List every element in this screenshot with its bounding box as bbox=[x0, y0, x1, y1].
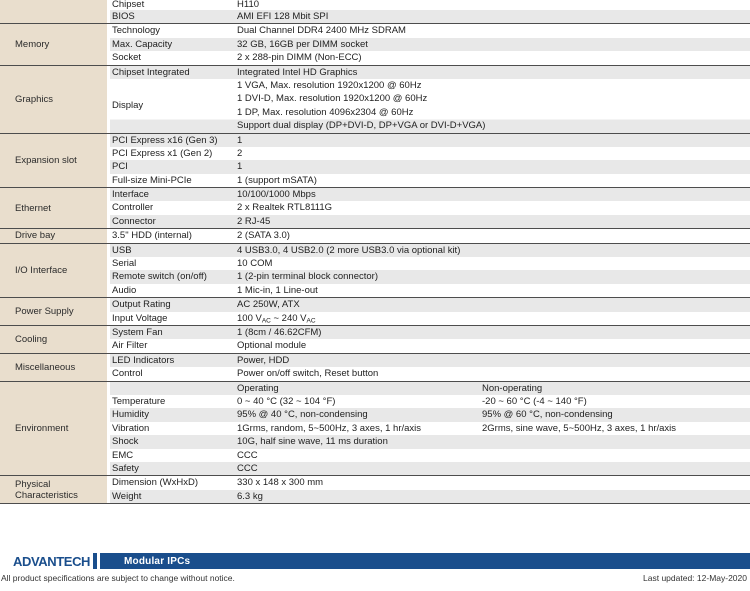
spec-label: Air Filter bbox=[112, 340, 148, 352]
spec-label: PCI Express x16 (Gen 3) bbox=[112, 134, 218, 146]
category-label: Cooling bbox=[15, 333, 48, 345]
spec-section bbox=[0, 23, 750, 64]
spec-value: 6.3 kg bbox=[237, 490, 263, 502]
advantech-logo-text: ADVANTECH bbox=[13, 553, 91, 569]
spec-label: PCI bbox=[112, 161, 128, 173]
spec-value-secondary bbox=[482, 462, 750, 475]
spec-rows bbox=[110, 298, 750, 325]
category-cell bbox=[0, 476, 110, 503]
spec-label: Technology bbox=[112, 25, 161, 37]
spec-value: Dual Channel DDR4 2400 MHz SDRAM bbox=[237, 25, 406, 37]
spec-rows bbox=[110, 382, 750, 476]
category-cell bbox=[0, 229, 110, 242]
spec-section bbox=[0, 243, 750, 298]
spec-label: Chipset Integrated bbox=[112, 66, 190, 78]
spec-value: AMI EFI 128 Mbit SPI bbox=[237, 11, 329, 22]
spec-value: 10 COM bbox=[237, 258, 273, 270]
advantech-logo bbox=[0, 553, 93, 569]
spec-row bbox=[110, 408, 750, 421]
spec-value-secondary bbox=[482, 449, 750, 462]
spec-label: Weight bbox=[112, 490, 142, 502]
spec-value-subscript: AC bbox=[306, 317, 316, 325]
spec-label: Chipset bbox=[112, 0, 145, 10]
spec-row bbox=[110, 134, 750, 147]
spec-value: Integrated Intel HD Graphics bbox=[237, 66, 358, 78]
footer bbox=[0, 553, 750, 583]
spec-value: Power, HDD bbox=[237, 354, 290, 366]
spec-row bbox=[110, 449, 750, 462]
spec-value-secondary: 2Grms, sine wave, 5~500Hz, 3 axes, 1 hr/axis bbox=[482, 422, 677, 434]
spec-label: Safety bbox=[112, 462, 139, 474]
category-label: Physical Characteristics bbox=[15, 478, 78, 501]
footer-category-label: Modular IPCs bbox=[124, 555, 191, 567]
spec-row bbox=[110, 326, 750, 339]
spec-value: 10/100/1000 Mbps bbox=[237, 189, 316, 201]
spec-label: Temperature bbox=[112, 395, 166, 407]
spec-row bbox=[110, 244, 750, 257]
spec-row bbox=[110, 66, 750, 79]
spec-row bbox=[110, 367, 750, 380]
spec-section bbox=[0, 381, 750, 476]
spec-label: Humidity bbox=[112, 409, 149, 421]
spec-label: Output Rating bbox=[112, 299, 171, 311]
spec-label: Full-size Mini-PCIe bbox=[112, 174, 192, 186]
spec-section bbox=[0, 187, 750, 228]
spec-row bbox=[110, 51, 750, 64]
spec-row bbox=[110, 215, 750, 228]
category-cell bbox=[0, 326, 110, 353]
footer-notes bbox=[0, 573, 750, 583]
spec-row bbox=[110, 160, 750, 173]
spec-value: 2 x 288-pin DIMM (Non-ECC) bbox=[237, 52, 362, 64]
spec-label: Connector bbox=[112, 215, 156, 227]
spec-row bbox=[110, 24, 750, 37]
spec-row bbox=[110, 435, 750, 448]
spec-value: Operating bbox=[237, 382, 279, 394]
footer-bar-row bbox=[0, 553, 750, 569]
spec-row bbox=[110, 201, 750, 214]
spec-row bbox=[110, 270, 750, 283]
spec-value: 1 (8cm / 46.62CFM) bbox=[237, 326, 322, 338]
spec-section bbox=[0, 228, 750, 242]
spec-value: 2 RJ-45 bbox=[237, 215, 271, 227]
spec-value: 2 (SATA 3.0) bbox=[237, 230, 290, 242]
category-cell bbox=[0, 0, 110, 23]
spec-value-part: 100 V bbox=[237, 312, 262, 324]
spec-line: Support dual display (DP+DVI-D, DP+VGA or DVI-D+VGA) bbox=[237, 120, 486, 132]
category-cell bbox=[0, 298, 110, 325]
spec-value: 1 bbox=[237, 134, 243, 146]
category-cell bbox=[0, 66, 110, 133]
spec-value: 1 (support mSATA) bbox=[237, 174, 317, 186]
spec-row bbox=[110, 462, 750, 475]
spec-value-secondary: Non-operating bbox=[482, 382, 543, 394]
spec-value: 0 ~ 40 °C (32 ~ 104 °F) bbox=[237, 395, 336, 407]
spec-value-secondary bbox=[482, 435, 750, 448]
spec-rows bbox=[110, 244, 750, 298]
spec-rows bbox=[110, 326, 750, 353]
spec-rows bbox=[110, 0, 750, 23]
category-cell bbox=[0, 382, 110, 476]
spec-label: Remote switch (on/off) bbox=[112, 271, 207, 283]
spec-label: Controller bbox=[112, 202, 154, 214]
category-label: Power Supply bbox=[15, 306, 74, 318]
spec-row bbox=[110, 257, 750, 270]
spec-value: CCC bbox=[237, 462, 258, 474]
category-cell bbox=[0, 244, 110, 298]
spec-section bbox=[0, 475, 750, 503]
spec-rows bbox=[110, 188, 750, 228]
spec-value: 4 USB3.0, 4 USB2.0 (2 more USB3.0 via optional kit) bbox=[237, 244, 461, 256]
spec-row bbox=[110, 339, 750, 352]
spec-row bbox=[110, 395, 750, 408]
spec-row bbox=[110, 38, 750, 51]
spec-label: Interface bbox=[112, 189, 149, 201]
spec-row bbox=[110, 229, 750, 242]
spec-rows bbox=[110, 229, 750, 242]
spec-value: 1 (2-pin terminal block connector) bbox=[237, 271, 378, 283]
spec-row bbox=[110, 298, 750, 311]
spec-row bbox=[110, 354, 750, 367]
spec-row bbox=[110, 490, 750, 503]
spec-row bbox=[110, 174, 750, 187]
spec-label bbox=[110, 382, 237, 395]
spec-row bbox=[110, 284, 750, 297]
spec-rows bbox=[110, 24, 750, 64]
spec-label: Serial bbox=[112, 258, 137, 270]
spec-value: 2 bbox=[237, 147, 243, 159]
spec-line: 1 DP, Max. resolution 4096x2304 @ 60Hz bbox=[237, 106, 414, 118]
category-label: Expansion slot bbox=[15, 154, 77, 166]
spec-section bbox=[0, 0, 750, 23]
spec-row bbox=[110, 0, 750, 10]
spec-rows bbox=[110, 476, 750, 503]
spec-label: 3.5" HDD (internal) bbox=[112, 230, 192, 242]
spec-label: Vibration bbox=[112, 422, 150, 434]
spec-value-secondary: -20 ~ 60 °C (-4 ~ 140 °F) bbox=[482, 395, 587, 407]
spec-label: Dimension (WxHxD) bbox=[112, 477, 199, 489]
category-cell bbox=[0, 134, 110, 188]
spec-label: Display bbox=[112, 99, 144, 111]
category-label: I/O Interface bbox=[15, 264, 68, 276]
spec-section bbox=[0, 325, 750, 353]
spec-label: Audio bbox=[112, 284, 137, 296]
spec-rows bbox=[110, 354, 750, 381]
spec-row bbox=[110, 79, 750, 133]
spec-label: LED Indicators bbox=[112, 354, 175, 366]
spec-row bbox=[110, 10, 750, 23]
spec-label: Max. Capacity bbox=[112, 38, 173, 50]
spec-label: Shock bbox=[112, 436, 139, 448]
category-label: Environment bbox=[15, 422, 69, 434]
spec-label: Input Voltage bbox=[112, 312, 168, 324]
category-label: Memory bbox=[15, 38, 50, 50]
spec-value-secondary: 95% @ 60 °C, non-condensing bbox=[482, 409, 613, 421]
spec-value bbox=[237, 312, 750, 325]
spec-label: Control bbox=[112, 368, 143, 380]
spec-line: 1 DVI-D, Max. resolution 1920x1200 @ 60Hz bbox=[237, 93, 428, 105]
spec-row bbox=[110, 476, 750, 489]
spec-value: 95% @ 40 °C, non-condensing bbox=[237, 409, 368, 421]
spec-label: PCI Express x1 (Gen 2) bbox=[112, 147, 213, 159]
spec-label: Socket bbox=[112, 52, 142, 64]
footer-category-bar bbox=[100, 553, 750, 569]
spec-row bbox=[110, 312, 750, 325]
spec-row bbox=[110, 188, 750, 201]
last-updated-text: Last updated: 12-May-2020 bbox=[643, 573, 747, 583]
spec-label: USB bbox=[112, 244, 132, 256]
category-label: Drive bay bbox=[15, 230, 56, 242]
spec-label: BIOS bbox=[112, 11, 135, 22]
spec-value-lines bbox=[237, 79, 750, 133]
spec-value: 1 bbox=[237, 161, 243, 173]
spec-value: 32 GB, 16GB per DIMM socket bbox=[237, 38, 368, 50]
spec-section bbox=[0, 65, 750, 133]
category-label: Ethernet bbox=[15, 202, 51, 214]
spec-section bbox=[0, 353, 750, 381]
category-label: Miscellaneous bbox=[15, 361, 76, 373]
spec-value: CCC bbox=[237, 449, 258, 461]
spec-line: 1 VGA, Max. resolution 1920x1200 @ 60Hz bbox=[237, 79, 422, 91]
spec-value: H110 bbox=[237, 0, 260, 10]
spec-value: AC 250W, ATX bbox=[237, 299, 300, 311]
spec-value-part: ~ 240 V bbox=[270, 312, 307, 324]
category-cell bbox=[0, 188, 110, 228]
spec-value: Power on/off switch, Reset button bbox=[237, 368, 379, 380]
spec-row bbox=[110, 147, 750, 160]
spec-value-subscript: AC bbox=[261, 317, 271, 325]
spec-value: 2 x Realtek RTL8111G bbox=[237, 202, 333, 214]
spec-value: 1 Mic-in, 1 Line-out bbox=[237, 284, 318, 296]
spec-value: 10G, half sine wave, 11 ms duration bbox=[237, 436, 388, 448]
spec-rows bbox=[110, 66, 750, 133]
spec-label: EMC bbox=[112, 449, 134, 461]
spec-row bbox=[110, 422, 750, 435]
logo-divider bbox=[93, 553, 97, 569]
spec-section bbox=[0, 297, 750, 325]
spec-row bbox=[110, 382, 750, 395]
spec-value: 330 x 148 x 300 mm bbox=[237, 477, 324, 489]
category-cell bbox=[0, 24, 110, 64]
category-cell bbox=[0, 354, 110, 381]
spec-value: 1Grms, random, 5~500Hz, 3 axes, 1 hr/axis bbox=[237, 422, 422, 434]
disclaimer-text: All product specifications are subject to change without notice. bbox=[1, 573, 235, 583]
spec-section bbox=[0, 133, 750, 188]
spec-value: Optional module bbox=[237, 340, 307, 352]
category-label: Graphics bbox=[15, 93, 54, 105]
spec-label: System Fan bbox=[112, 326, 163, 338]
spec-rows bbox=[110, 134, 750, 188]
